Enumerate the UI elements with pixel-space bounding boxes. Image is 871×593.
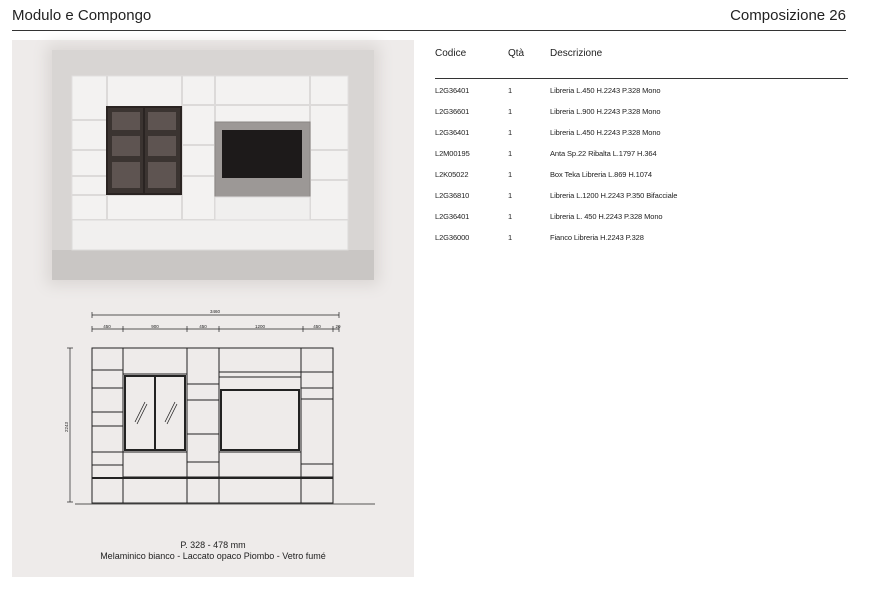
row-desc: Box Teka Libreria L.869 H.1074 — [550, 170, 652, 179]
table-row — [435, 233, 855, 254]
table-header-rule — [435, 78, 848, 79]
header-left-title: Modulo e Compongo — [12, 7, 152, 24]
row-qty: 1 — [508, 233, 513, 242]
header-right-title: Composizione 26 — [730, 7, 846, 24]
dim-seg-5: 450 — [313, 324, 321, 329]
row-code: L2G36000 — [435, 233, 470, 242]
row-qty: 1 — [508, 149, 513, 158]
dim-seg-4: 1200 — [254, 324, 266, 329]
row-code: L2G36401 — [435, 212, 470, 221]
row-qty: 1 — [508, 128, 513, 137]
row-qty: 1 — [508, 170, 513, 179]
col-header-desc: Descrizione — [550, 48, 603, 59]
dim-seg-6: 20 — [335, 324, 341, 329]
table-row — [435, 86, 855, 107]
row-desc: Libreria L.1200 H.2243 P.350 Bifacciale — [550, 191, 678, 200]
row-code: L2M00195 — [435, 149, 470, 158]
dim-seg-1: 450 — [103, 324, 111, 329]
row-qty: 1 — [508, 191, 513, 200]
technical-drawing — [55, 302, 385, 512]
row-qty: 1 — [508, 212, 513, 221]
row-code: L2G36810 — [435, 191, 470, 200]
table-row — [435, 212, 855, 233]
table-row — [435, 170, 855, 191]
row-desc: Libreria L.900 H.2243 P.328 Mono — [550, 107, 661, 116]
dim-total: 3460 — [209, 309, 221, 314]
col-header-qty: Qtà — [508, 48, 525, 59]
table-row — [435, 107, 855, 128]
dim-seg-3: 450 — [199, 324, 207, 329]
caption-depth: P. 328 - 478 mm — [180, 540, 246, 550]
row-qty: 1 — [508, 86, 513, 95]
row-code: L2K05022 — [435, 170, 469, 179]
product-photo-svg — [52, 50, 374, 280]
caption-materials: Melaminico bianco - Laccato opaco Piombo - Vetro fumé — [100, 551, 326, 561]
table-row — [435, 191, 855, 212]
col-header-code: Codice — [435, 48, 467, 59]
header-rule — [12, 30, 846, 31]
table-row — [435, 128, 855, 149]
table-rows — [435, 86, 855, 254]
dim-height: 2243 — [64, 421, 69, 433]
row-desc: Libreria L. 450 H.2243 P.328 Mono — [550, 212, 663, 221]
dim-seg-2: 900 — [151, 324, 159, 329]
row-code: L2G36401 — [435, 86, 470, 95]
row-desc: Anta Sp.22 Ribalta L.1797 H.364 — [550, 149, 657, 158]
row-qty: 1 — [508, 107, 513, 116]
row-code: L2G36401 — [435, 128, 470, 137]
row-desc: Fianco Libreria H.2243 P.328 — [550, 233, 644, 242]
row-code: L2G36601 — [435, 107, 470, 116]
product-photo — [52, 50, 374, 280]
row-desc: Libreria L.450 H.2243 P.328 Mono — [550, 86, 661, 95]
row-desc: Libreria L.450 H.2243 P.328 Mono — [550, 128, 661, 137]
table-row — [435, 149, 855, 170]
